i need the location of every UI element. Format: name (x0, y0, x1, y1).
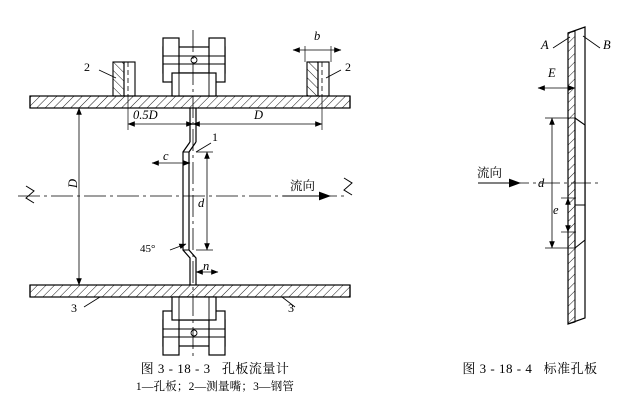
orifice-plate (183, 108, 196, 285)
dimension-b (293, 46, 341, 62)
label-point-a: A (541, 38, 549, 52)
bolt-assembly-top (163, 38, 225, 96)
label-dim-E: E (548, 66, 556, 80)
label-part-2-left: 2 (84, 60, 90, 74)
left-figure-group (18, 30, 352, 360)
label-dim-D-left: D (66, 178, 80, 188)
standard-plate-body (568, 27, 585, 324)
pipe-bottom-wall (30, 285, 350, 297)
bolt-assembly-bottom (163, 297, 225, 355)
label-angle-45: 45° (140, 243, 156, 255)
label-dim-half-d: 0.5D (133, 108, 158, 122)
leader-part1 (196, 143, 211, 152)
label-dim-c: c (163, 149, 169, 163)
dimension-d-left (70, 108, 86, 285)
break-symbol-right (344, 178, 352, 195)
label-dim-n: n (203, 259, 210, 273)
label-part-3-left: 3 (71, 301, 77, 315)
label-dim-e-right: e (553, 203, 559, 217)
caption-right-figure: 图 3 - 18 - 4 标准孔板 (462, 361, 598, 376)
label-flow-right: 流向 (477, 166, 503, 180)
label-dim-d-right: d (538, 176, 545, 190)
nozzle-left (113, 62, 135, 96)
label-part-3-right: 3 (288, 301, 294, 315)
leader-part2-right (326, 70, 341, 78)
nozzle-right (307, 62, 329, 96)
label-flow-left: 流向 (290, 179, 316, 193)
caption-left-figure: 图 3 - 18 - 3 孔板流量计 (140, 361, 290, 376)
legend-left-figure: 1—孔板；2—测量嘴；3—钢管 (135, 381, 295, 393)
break-symbol-left (26, 186, 34, 203)
label-dim-D-top: D (254, 108, 264, 122)
leader-part3-left (84, 297, 100, 307)
label-part-2-right: 2 (345, 60, 351, 74)
label-point-b: B (603, 38, 611, 52)
label-dim-d: d (198, 196, 205, 210)
label-dim-b: b (314, 29, 321, 43)
label-part-1: 1 (212, 130, 218, 144)
pipe-top-wall (30, 96, 350, 108)
